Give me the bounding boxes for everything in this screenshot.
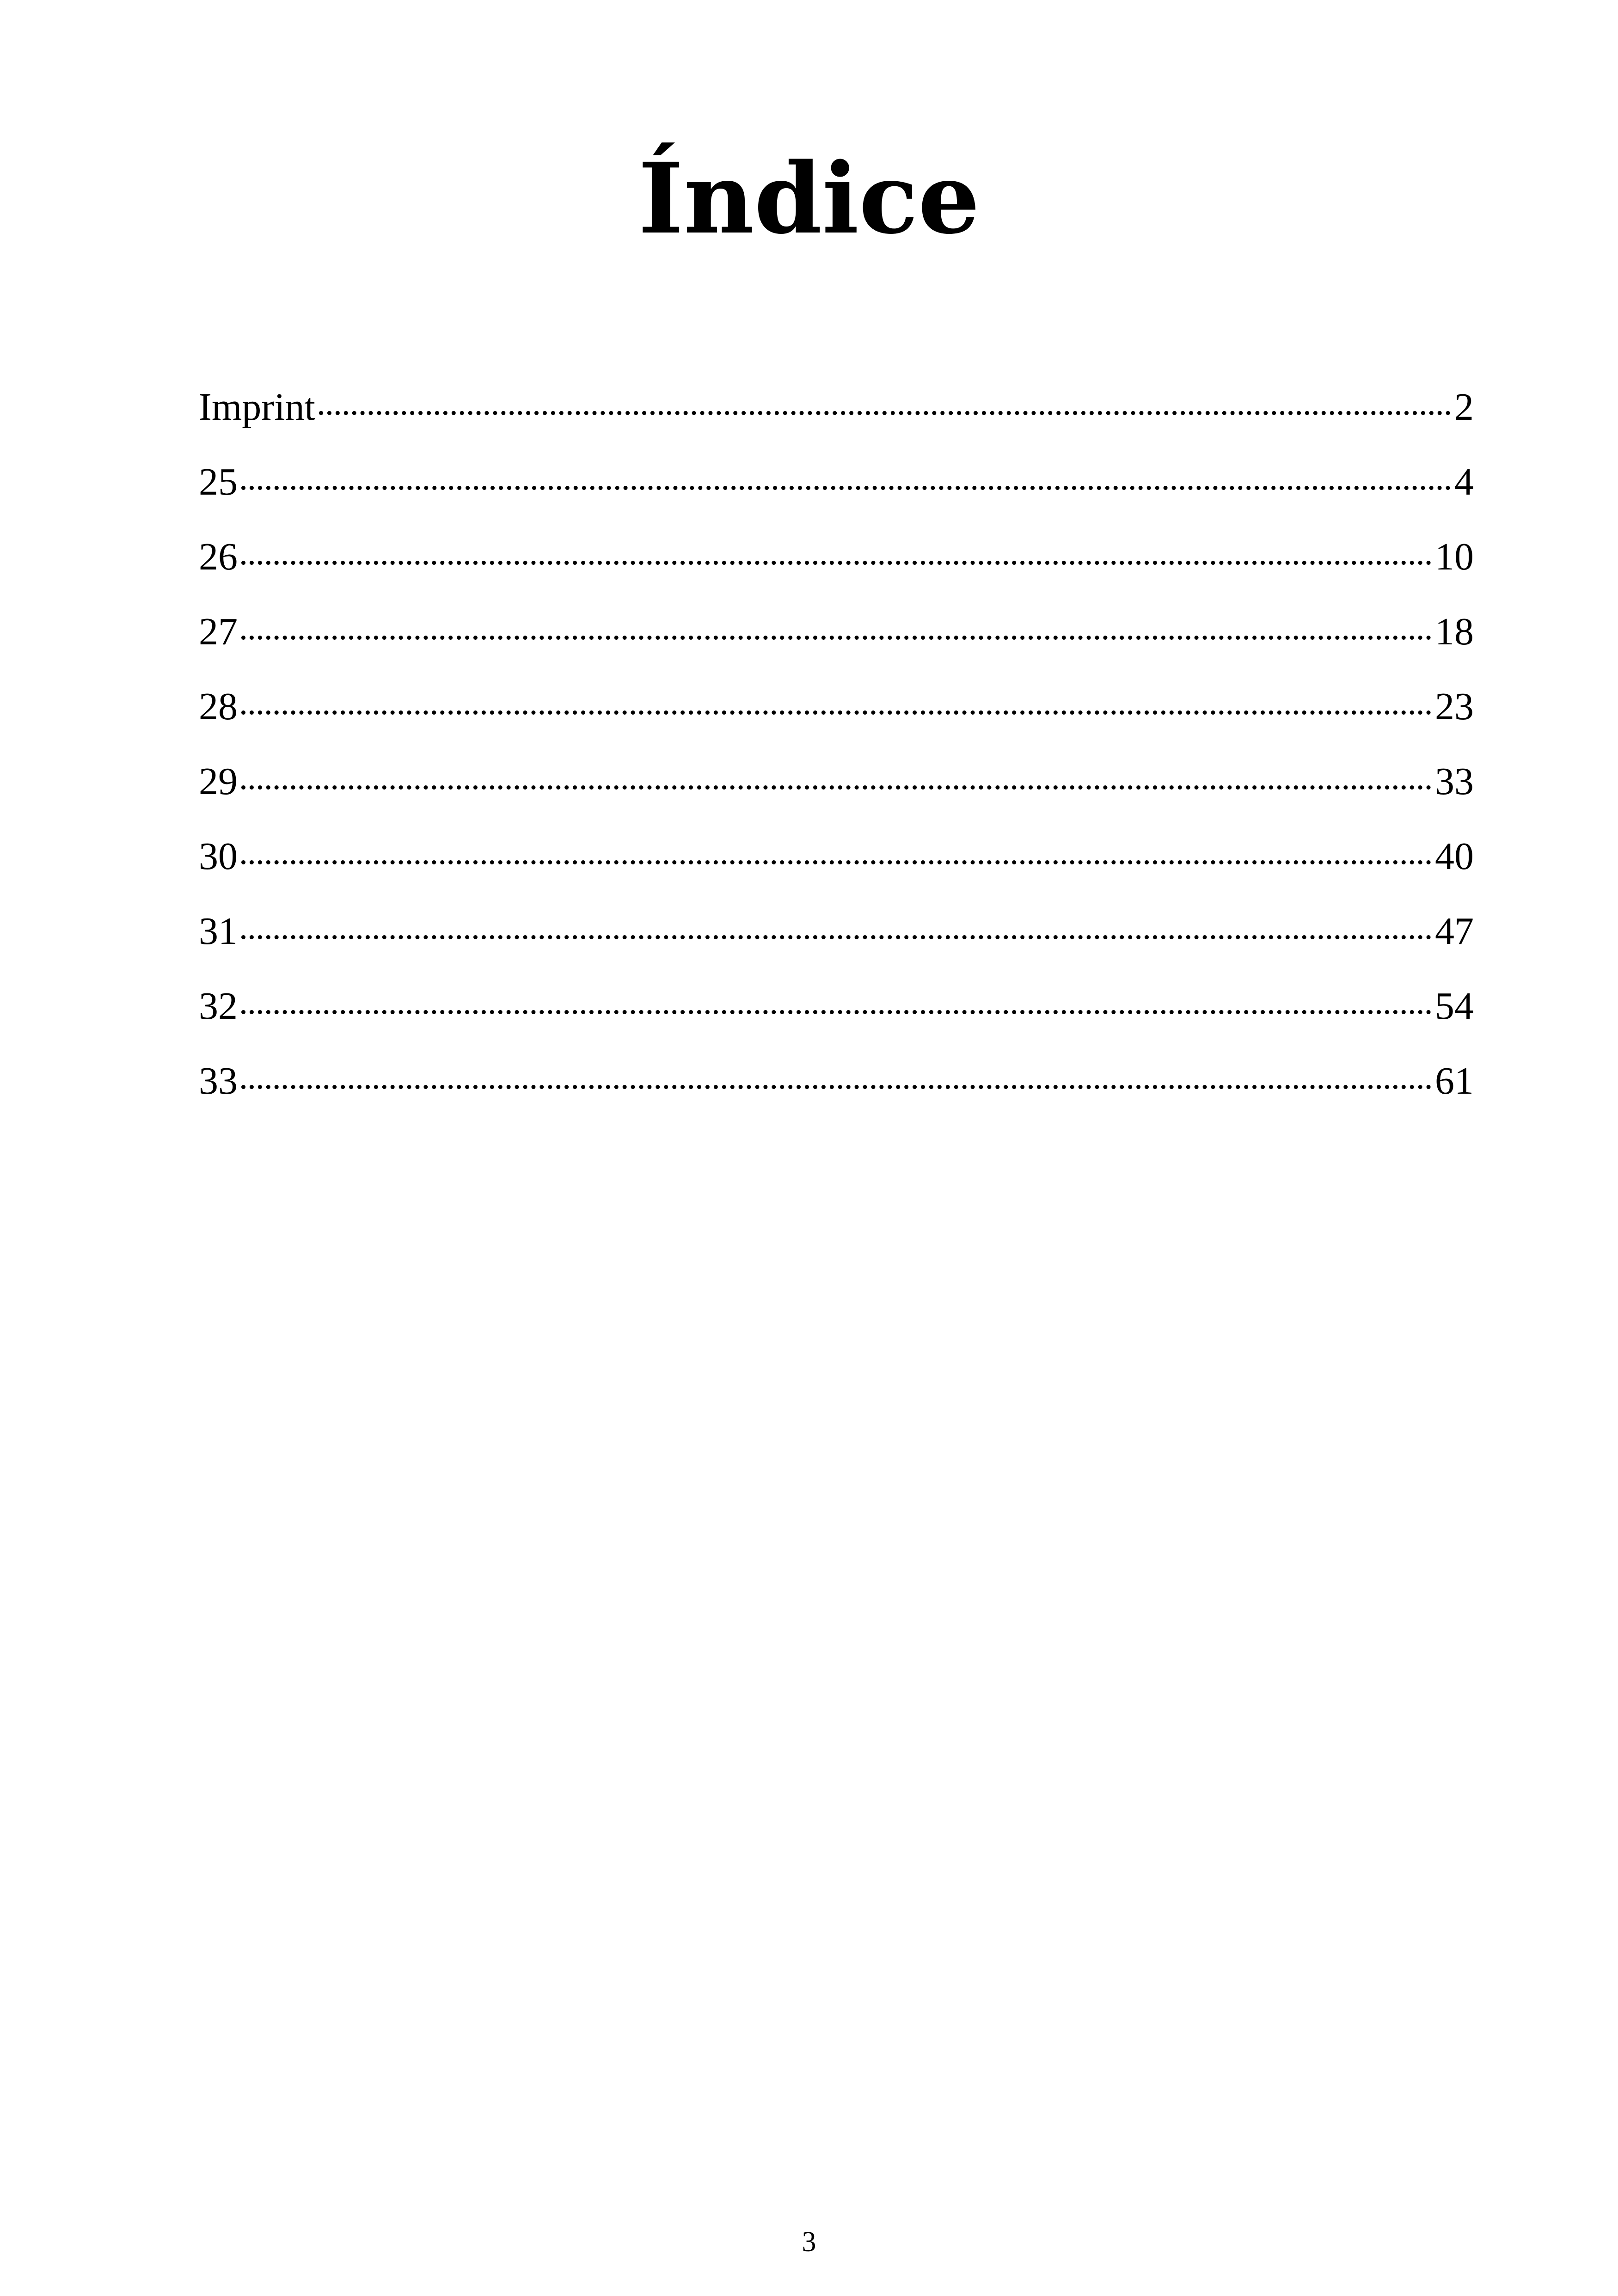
toc-entry-page: 40: [1435, 835, 1474, 878]
toc-entry-label: 32: [199, 985, 238, 1028]
toc-dot-leader: [241, 785, 1431, 790]
toc-dot-leader: [241, 710, 1431, 715]
toc-entry-imprint[interactable]: [199, 370, 1474, 445]
toc-entry-label: 31: [199, 910, 238, 953]
toc-dot-leader: [241, 486, 1451, 490]
toc-entry-page: 18: [1435, 610, 1474, 653]
page-number: 3: [802, 2226, 816, 2258]
toc-entry-label: 29: [199, 760, 238, 803]
toc-entry-33[interactable]: [199, 1044, 1474, 1119]
toc-entry-page: 54: [1435, 985, 1474, 1028]
toc-entry-32[interactable]: [199, 969, 1474, 1044]
toc-entry-page: 10: [1435, 535, 1474, 578]
toc-entry-26[interactable]: [199, 520, 1474, 594]
toc-dot-leader: [241, 636, 1431, 640]
toc-entry-label: Imprint: [199, 386, 315, 429]
toc-dot-leader: [241, 860, 1431, 864]
toc-entry-label: 30: [199, 835, 238, 878]
toc-dot-leader: [319, 411, 1451, 415]
toc-entry-label: 27: [199, 610, 238, 653]
toc-entry-page: 47: [1435, 910, 1474, 953]
toc-dot-leader: [241, 1010, 1431, 1014]
toc-entry-label: 33: [199, 1059, 238, 1102]
toc-entry-page: 4: [1454, 460, 1474, 503]
toc-entry-28[interactable]: [199, 669, 1474, 744]
toc-entry-label: 25: [199, 460, 238, 503]
toc-entry-page: 33: [1435, 760, 1474, 803]
toc-entry-31[interactable]: [199, 894, 1474, 969]
toc-entry-label: 26: [199, 535, 238, 578]
page-title: Índice: [638, 141, 980, 256]
toc-entry-page: 2: [1454, 386, 1474, 429]
toc-entry-label: 28: [199, 685, 238, 728]
table-of-contents: [199, 370, 1474, 1119]
toc-dot-leader: [241, 561, 1431, 565]
toc-dot-leader: [241, 935, 1431, 939]
toc-entry-29[interactable]: [199, 744, 1474, 819]
toc-entry-27[interactable]: [199, 594, 1474, 669]
toc-entry-page: 61: [1435, 1059, 1474, 1102]
toc-entry-30[interactable]: [199, 819, 1474, 894]
toc-entry-25[interactable]: [199, 445, 1474, 520]
toc-entry-page: 23: [1435, 685, 1474, 728]
toc-dot-leader: [241, 1085, 1431, 1089]
